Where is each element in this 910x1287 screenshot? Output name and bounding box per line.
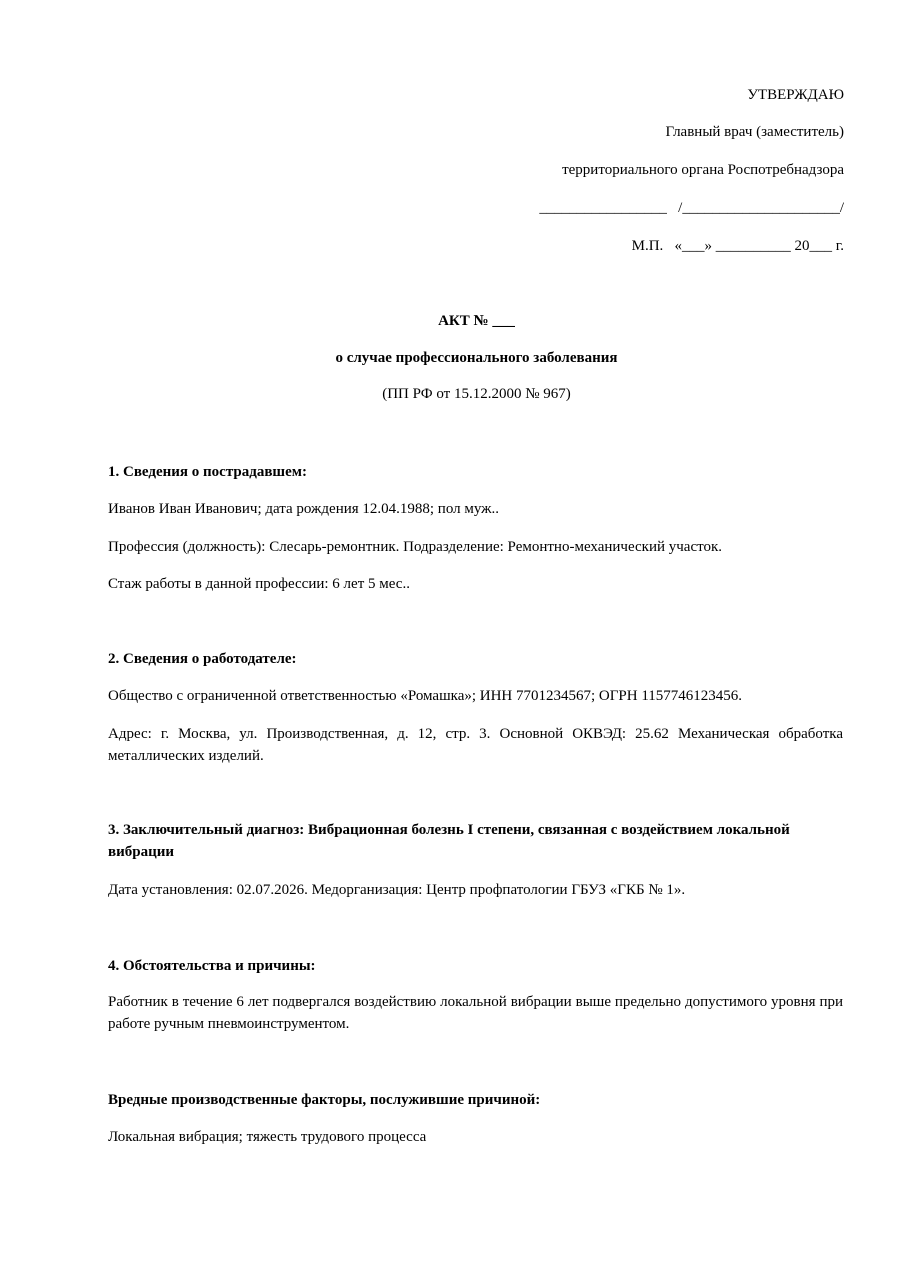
approval-position: Главный врач (заместитель) xyxy=(665,124,844,140)
section3-heading: 3. Заключительный диагноз: Вибрационная болезнь I степени, связанная с воздействием локальной вибрации xyxy=(108,822,790,860)
section1-person: Иванов Иван Иванович; дата рождения 12.04.1988; пол муж.. xyxy=(108,501,500,517)
approval-title: УТВЕРЖДАЮ xyxy=(747,87,844,103)
factors-text: Локальная вибрация; тяжесть трудового процесса xyxy=(108,1129,427,1145)
section1-heading: 1. Сведения о пострадавшем: xyxy=(108,464,307,480)
approval-signature-line: _________________ /_____________________/ xyxy=(539,200,844,216)
section4-heading: 4. Обстоятельства и причины: xyxy=(108,958,316,974)
act-title: АКТ № ___ xyxy=(438,313,515,329)
section3-details: Дата установления: 02.07.2026. Медорганизация: Центр профпатологии ГБУЗ «ГКБ № 1». xyxy=(108,882,686,898)
section2-heading: 2. Сведения о работодателе: xyxy=(108,651,297,667)
act-subtitle: о случае профессионального заболевания xyxy=(335,350,618,366)
section1-profession: Профессия (должность): Слесарь-ремонтник. Подразделение: Ремонтно-механический участок. xyxy=(108,539,723,555)
section2-address: Адрес: г. Москва, ул. Производственная, д. 12, стр. 3. Основной ОКВЭД: 25.62 Механическая обработка металлических изделий. xyxy=(108,726,843,764)
act-reference: (ПП РФ от 15.12.2000 № 967) xyxy=(382,386,571,402)
factors-heading: Вредные производственные факторы, послужившие причиной: xyxy=(108,1092,541,1108)
section2-company: Общество с ограниченной ответственностью «Ромашка»; ИНН 7701234567; ОГРН 1157746123456. xyxy=(108,688,743,704)
section4-text: Работник в течение 6 лет подвергался воздействию локальной вибрации выше предельно допустимого уровня при работе ручным пневмоинструментом. xyxy=(108,994,843,1032)
approval-organization: территориального органа Роспотребнадзора xyxy=(562,162,844,178)
approval-stamp-date: М.П. «___» __________ 20___ г. xyxy=(631,238,844,254)
section1-experience: Стаж работы в данной профессии: 6 лет 5 мес.. xyxy=(108,576,410,592)
